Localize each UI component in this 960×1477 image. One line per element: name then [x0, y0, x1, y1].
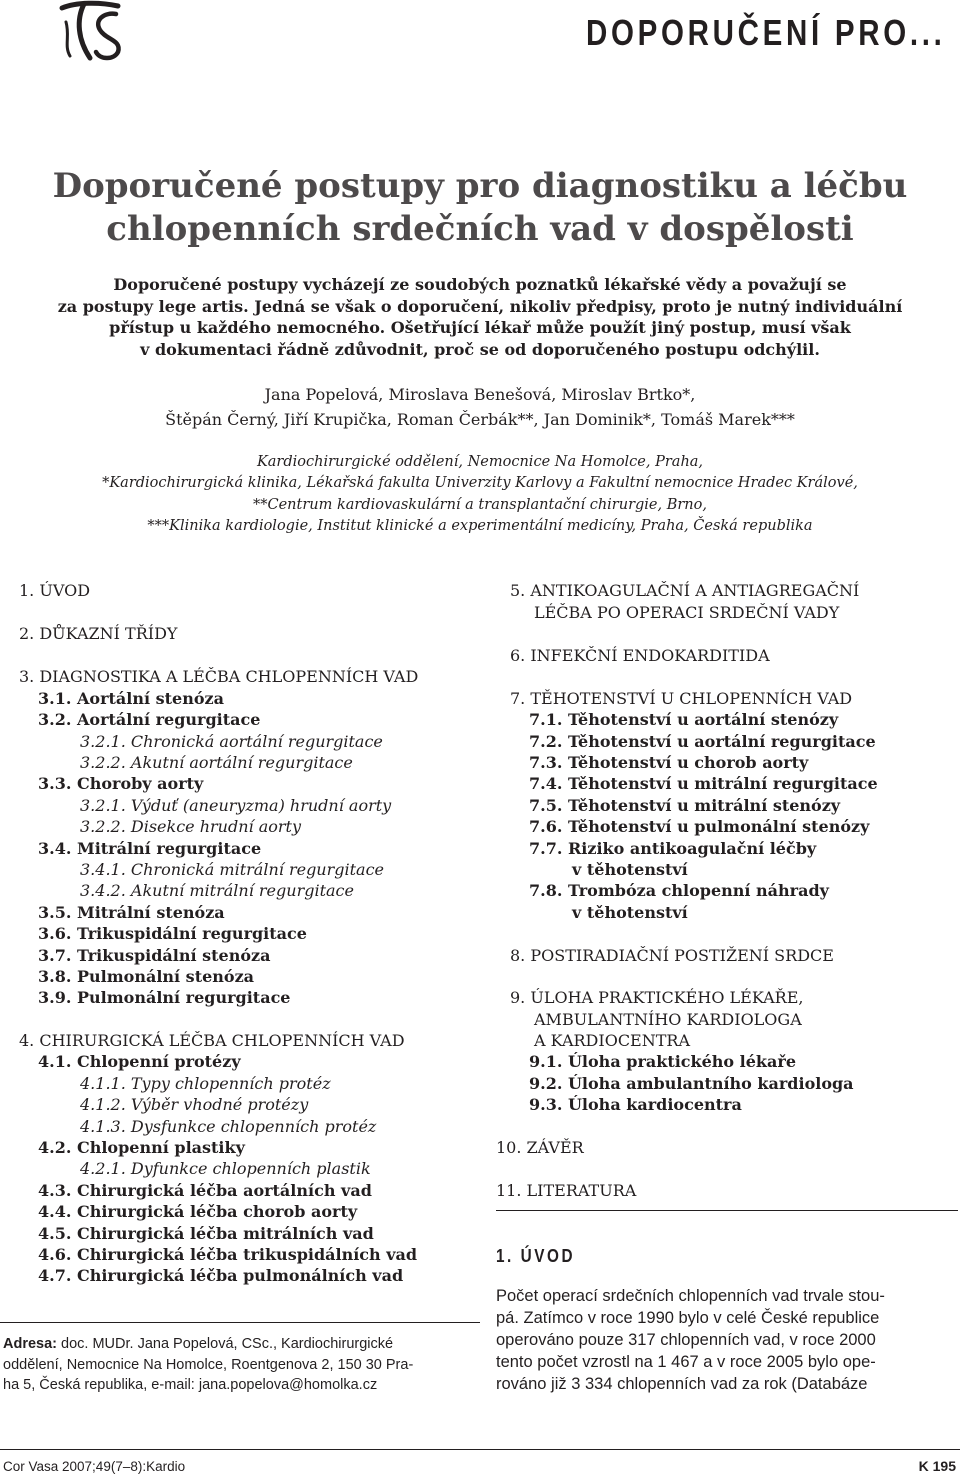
toc-heading: A KARDIOCENTRA	[534, 1031, 691, 1050]
toc-heading: 5. ANTIKOAGULAČNÍ A ANTIAGREGAČNÍ	[510, 581, 860, 600]
disclaimer-line: přístup u každého nemocného. Ošetřující lékař může použít jiný postup, musí však	[109, 318, 851, 338]
toc-heading: 9. ÚLOHA PRAKTICKÉHO LÉKAŘE,	[510, 988, 804, 1007]
intro-heading: 1. ÚVOD	[496, 1246, 576, 1266]
toc-subsection: 4.3. Chirurgická léčba aortálních vad	[38, 1181, 372, 1200]
toc-subsection: 7.7. Riziko antikoagulační léčby	[529, 839, 817, 858]
toc-subsection: 4.4. Chirurgická léčba chorob aorty	[38, 1202, 358, 1221]
toc-subsection: 3.4. Mitrální regurgitace	[38, 839, 262, 858]
section-label: DOPORUČENÍ PRO...	[586, 12, 946, 53]
toc-subsection: 3.2. Aortální regurgitace	[38, 710, 261, 729]
disclaimer-line: v dokumentaci řádně zdůvodnit, proč se od doporučeného postupu odchýlil.	[140, 339, 820, 359]
disclaimer-line: Doporučené postupy vycházejí ze soudobých poznatků lékařské vědy a považují se	[113, 275, 847, 294]
body-text-line: operováno pouze 317 chlopenních vad, v roce 2000	[496, 1331, 876, 1349]
toc-heading: LÉČBA PO OPERACI SRDEČNÍ VADY	[534, 603, 840, 622]
toc-subsubsection: 3.2.1. Výduť (aneuryzma) hrudní aorty	[80, 796, 392, 815]
article-title	[0, 165, 960, 251]
toc-subsection: 3.8. Pulmonální stenóza	[38, 967, 255, 986]
affiliation-line: ***Klinika kardiologie, Institut klinické a experimentální medicíny, Praha, Česká republika	[147, 518, 813, 535]
toc-heading: 4. CHIRURGICKÁ LÉČBA CHLOPENNÍCH VAD	[19, 1031, 405, 1050]
address-line: oddělení, Nemocnice Na Homolce, Roentgenova 2, 150 30 Pra-	[3, 1356, 414, 1373]
toc-subsubsection: 4.1.2. Výběr vhodné protézy	[80, 1095, 309, 1114]
toc-subsection: 3.3. Choroby aorty	[38, 774, 204, 793]
toc-subsection: 7.5. Těhotenství u mitrální stenózy	[529, 796, 841, 815]
toc-heading: 7. TĚHOTENSTVÍ U CHLOPENNÍCH VAD	[510, 689, 853, 708]
journal-logo-icon	[56, 0, 132, 62]
journal-citation: Cor Vasa 2007;49(7–8):Kardio	[3, 1459, 186, 1474]
toc-subsubsection: 3.4.1. Chronická mitrální regurgitace	[80, 860, 385, 879]
toc-subsection: 3.7. Trikuspidální stenóza	[38, 946, 271, 965]
toc-subsection: 4.7. Chirurgická léčba pulmonálních vad	[38, 1266, 404, 1285]
toc-heading: 6. INFEKČNÍ ENDOKARDITIDA	[510, 646, 770, 665]
address-line: ha 5, Česká republika, e-mail: jana.popelova@homolka.cz	[3, 1377, 378, 1393]
authors	[0, 382, 960, 432]
toc-subsection: 3.1. Aortální stenóza	[38, 689, 224, 708]
toc-subsection: 9.2. Úloha ambulantního kardiologa	[529, 1074, 854, 1093]
address-label: Adresa:	[3, 1336, 57, 1352]
toc-subsection: 4.1. Chlopenní protézy	[38, 1052, 241, 1071]
toc-heading: 8. POSTIRADIAČNÍ POSTIŽENÍ SRDCE	[510, 946, 834, 965]
toc-subsection: 9.1. Úloha praktického lékaře	[529, 1052, 796, 1071]
toc-subsection: 4.5. Chirurgická léčba mitrálních vad	[38, 1224, 374, 1243]
toc-subsection: 4.6. Chirurgická léčba trikuspidálních vad	[38, 1245, 418, 1264]
toc-subsection: 7.3. Těhotenství u chorob aorty	[529, 753, 809, 772]
toc-heading: 11. LITERATURA	[496, 1181, 637, 1200]
toc-subsection: v těhotenství	[572, 903, 688, 922]
toc-heading: AMBULANTNÍHO KARDIOLOGA	[534, 1010, 802, 1029]
toc-subsection: 3.9. Pulmonální regurgitace	[38, 988, 291, 1007]
title-line: chlopenních srdečních vad v dospělosti	[106, 209, 854, 249]
toc-subsection: 7.6. Těhotenství u pulmonální stenózy	[529, 817, 870, 836]
body-text-line: Počet operací srdečních chlopenních vad trvale stou-	[496, 1287, 885, 1305]
toc-heading: 3. DIAGNOSTIKA A LÉČBA CHLOPENNÍCH VAD	[19, 667, 419, 686]
toc-subsection: 9.3. Úloha kardiocentra	[529, 1095, 742, 1114]
toc-heading: 1. ÚVOD	[19, 581, 91, 600]
toc-subsubsection: 4.1.3. Dysfunkce chlopenních protéz	[80, 1117, 377, 1136]
address-line	[3, 1334, 473, 1355]
correspondence-address	[3, 1334, 473, 1396]
page-number: K 195	[918, 1458, 956, 1474]
affiliation-line: *Kardiochirurgická klinika, Lékařská fakulta Univerzity Karlovy a Fakultní nemocnice Hradec Králové,	[102, 475, 858, 492]
toc-subsubsection: 3.4.2. Akutní mitrální regurgitace	[80, 881, 354, 900]
disclaimer-line: za postupy lege artis. Jedná se však o doporučení, nikoliv předpisy, proto je nutný individuální	[57, 296, 903, 316]
toc-heading: 2. DŮKAZNÍ TŘÍDY	[19, 624, 178, 643]
toc-subsection: 7.1. Těhotenství u aortální stenózy	[529, 710, 839, 729]
toc-subsubsection: 4.1.1. Typy chlopenních protéz	[80, 1074, 331, 1093]
body-text-line: pá. Zatímco v roce 1990 bylo v celé České republice	[496, 1309, 880, 1327]
title-line: Doporučené postupy pro diagnostiku a léčbu	[52, 166, 908, 206]
body-text-line: tento počet vzrostl na 1 467 a v roce 2005 bylo ope-	[496, 1353, 876, 1371]
author-line: Štěpán Černý, Jiří Krupička, Roman Čerbák**, Jan Dominik*, Tomáš Marek***	[165, 410, 795, 429]
toc-subsubsection: 3.2.2. Disekce hrudní aorty	[80, 817, 302, 836]
toc-subsection: 7.2. Těhotenství u aortální regurgitace	[529, 732, 876, 751]
footer-divider	[0, 1449, 960, 1450]
toc-subsection: 3.6. Trikuspidální regurgitace	[38, 924, 307, 943]
intro-divider	[496, 1210, 958, 1211]
toc-subsection: 4.2. Chlopenní plastiky	[38, 1138, 245, 1157]
toc-heading: 10. ZÁVĚR	[496, 1138, 584, 1157]
toc-subsection: 3.5. Mitrální stenóza	[38, 903, 225, 922]
toc-subsubsection: 4.2.1. Dyfunkce chlopenních plastik	[80, 1159, 371, 1178]
affiliation-line: **Centrum kardiovaskulární a transplantační chirurgie, Brno,	[253, 496, 707, 513]
body-text-line: rováno již 3 334 chlopenních vad za rok (Databáze	[496, 1375, 868, 1393]
author-line: Jana Popelová, Miroslava Benešová, Miroslav Brtko*,	[264, 385, 696, 404]
toc-subsection: 7.4. Těhotenství u mitrální regurgitace	[529, 774, 878, 793]
toc-subsection: v těhotenství	[572, 860, 688, 879]
affiliations	[0, 452, 960, 538]
address-text: doc. MUDr. Jana Popelová, CSc., Kardiochirurgické	[57, 1336, 394, 1352]
address-divider	[0, 1322, 480, 1323]
toc-subsubsection: 3.2.2. Akutní aortální regurgitace	[80, 753, 353, 772]
affiliation-line: Kardiochirurgické oddělení, Nemocnice Na Homolce, Praha,	[256, 454, 704, 470]
toc-subsection: 7.8. Trombóza chlopenní náhrady	[529, 881, 829, 900]
disclaimer	[0, 274, 960, 360]
toc-subsubsection: 3.2.1. Chronická aortální regurgitace	[80, 732, 383, 751]
